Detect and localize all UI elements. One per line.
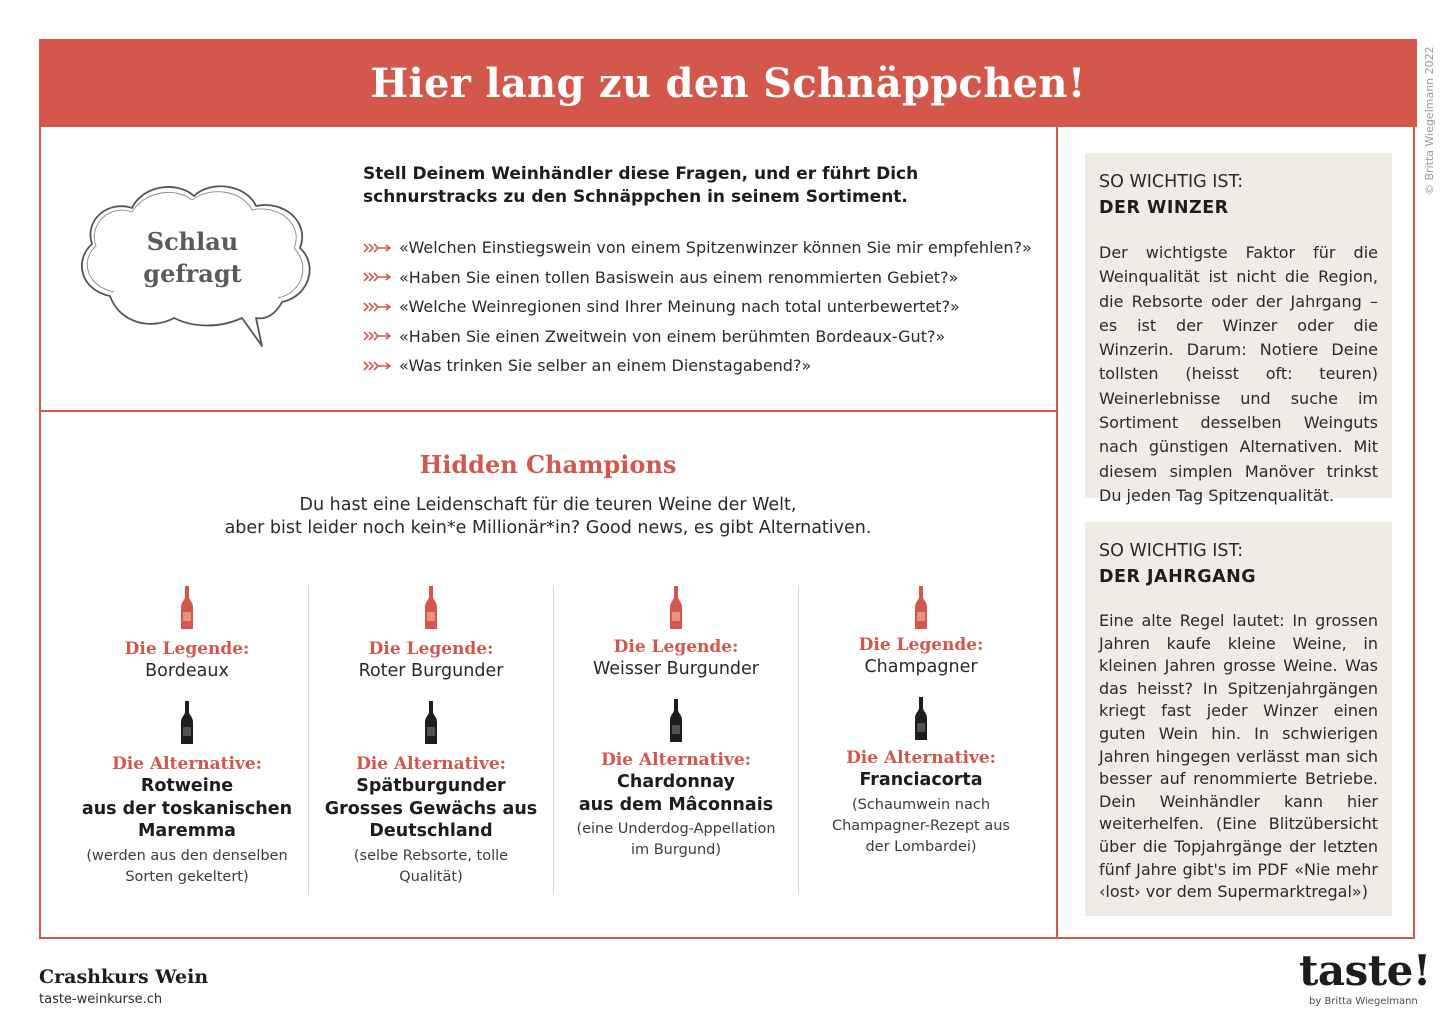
question-text: «Welche Weinregionen sind Ihrer Meinung nach total unterbewertet?»	[399, 297, 960, 317]
red-bottle-icon	[668, 585, 684, 631]
legend-label: Die Legende:	[124, 639, 250, 659]
info-box-jahrgang	[1085, 522, 1392, 916]
alternative-line-1: Rotweine	[140, 776, 234, 796]
copyright-note: © Britta Wiegelmann 2022	[1423, 46, 1436, 195]
legend-label: Die Legende:	[613, 637, 739, 657]
legend-name: Champagner	[864, 657, 978, 677]
alternative-line-1: Franciacorta	[859, 770, 983, 790]
page-title: Hier lang zu den Schnäppchen!	[370, 59, 1086, 107]
alternative-line-3: Deutschland	[369, 821, 493, 841]
footer-url: taste-weinkurse.ch	[39, 992, 163, 1007]
hidden-champions-title: Hidden Champions	[419, 450, 677, 479]
arrow-icon	[363, 360, 391, 372]
hc-text-line-1: Du hast eine Leidenschaft für die teuren Weine der Welt,	[299, 495, 797, 515]
red-bottle-icon	[423, 585, 439, 631]
alternative-note	[65, 846, 309, 888]
note-line-1: (Schaumwein nach	[851, 796, 991, 813]
intro-text	[363, 163, 1003, 209]
note-line-2: Sorten gekeltert)	[125, 868, 249, 885]
red-bottle-icon	[913, 585, 929, 631]
box-text: Eine alte Regel lautet: In grossen Jahren kaufe kleine Weine, in kleinen Jahren grosse Weine. Was das heisst? In Spitzenjahrgängen kriegt fast jeder Winzer einen guten Wein hin. In schwierigen Jahren hingegen verlässt man sich besser auf renommierte Betriebe. Dein Weinhändler kann hier weiterhelfen. (Eine Blitzübersicht über die Topjahrgänge der letzten fünf Jahre gibt's im PDF «Nie mehr ‹lost› vor dem Supermarktregal»)	[1099, 611, 1378, 902]
arrow-icon	[363, 242, 391, 254]
black-bottle-icon	[179, 700, 195, 746]
list-item	[363, 322, 1043, 352]
question-text: «Was trinken Sie selber an einem Dienstagabend?»	[399, 356, 812, 376]
legend-label: Die Legende:	[858, 635, 984, 655]
logo-subtitle: by Britta Wiegelmann	[1309, 996, 1418, 1007]
alternative-label: Die Alternative:	[846, 748, 996, 768]
horizontal-divider	[39, 410, 1057, 412]
footer-title: Crashkurs Wein	[39, 966, 209, 988]
alternative-line-3: Maremma	[137, 821, 236, 841]
bubble-line-1: Schlau	[146, 227, 239, 256]
legend-name: Weisser Burgunder	[592, 659, 759, 679]
list-item	[363, 263, 1043, 293]
alternative-line-1: Spätburgunder	[356, 776, 506, 796]
champion-column-weisser-burgunder	[553, 585, 798, 895]
champion-column-champagner	[798, 585, 1043, 895]
hc-text-line-2: aber bist leider noch kein*e Millionär*in? Good news, es gibt Alternativen.	[224, 518, 872, 538]
box-text: Der wichtigste Faktor für die Weinqualität ist nicht die Region, die Rebsorte oder der Jahrgang – es ist der Winzer oder die Winzerin. Darum: Notiere Deine tollsten (heisst oft: teuren) Weinerlebnisse und suche im Sortiment desselben Weinguts nach günstigen Alternativen. Mit diesem simplen Manöver trinkst Du jeden Tag Spitzenqualität.	[1099, 243, 1378, 505]
alternative-note	[309, 846, 553, 888]
alternative-label: Die Alternative:	[601, 750, 751, 770]
taste-logo: taste!	[1299, 946, 1431, 995]
header-banner	[39, 39, 1417, 127]
note-line-1: (werden aus den denselben	[86, 847, 288, 864]
alternative-note	[799, 795, 1043, 858]
note-line-2: Champagner-Rezept aus	[831, 817, 1010, 834]
arrow-icon	[363, 271, 391, 283]
champion-column-bordeaux	[65, 585, 309, 895]
box-kicker: SO WICHTIG IST:	[1099, 541, 1244, 561]
alternative-line-2: aus dem Mâconnais	[578, 794, 774, 815]
question-text: «Welchen Einstiegswein von einem Spitzenwinzer können Sie mir empfehlen?»	[399, 238, 1032, 258]
list-item	[363, 292, 1043, 322]
note-line-1: (selbe Rebsorte, tolle	[353, 847, 509, 864]
black-bottle-icon	[423, 700, 439, 746]
alternative-line-2: Grosses Gewächs aus	[324, 798, 538, 819]
intro-line-1: Stell Deinem Weinhändler diese Fragen, und er führt Dich	[363, 164, 919, 184]
question-text: «Haben Sie einen Zweitwein von einem berühmten Bordeaux-Gut?»	[399, 326, 946, 346]
black-bottle-icon	[913, 696, 929, 742]
hidden-champions-text	[39, 494, 1057, 540]
legend-name: Bordeaux	[145, 661, 229, 681]
box-title: DER WINZER	[1099, 198, 1229, 218]
alternative-line-2: aus der toskanischen	[81, 798, 293, 819]
box-kicker: SO WICHTIG IST:	[1099, 172, 1244, 192]
legend-label: Die Legende:	[368, 639, 494, 659]
arrow-icon	[363, 301, 391, 313]
note-line-1: (eine Underdog-Appellation	[576, 821, 776, 837]
info-box-winzer	[1085, 153, 1392, 505]
box-title: DER JAHRGANG	[1099, 567, 1257, 587]
black-bottle-icon	[668, 698, 684, 744]
alternative-label: Die Alternative:	[112, 754, 262, 774]
note-line-3: der Lombardei)	[865, 838, 977, 855]
champion-column-roter-burgunder	[308, 585, 553, 895]
question-list	[363, 233, 1043, 381]
red-bottle-icon	[179, 585, 195, 631]
alternative-label: Die Alternative:	[356, 754, 506, 774]
question-text: «Haben Sie einen tollen Basiswein aus einem renommierten Gebiet?»	[399, 267, 959, 287]
bubble-line-2: gefragt	[143, 259, 242, 288]
bubble-text	[110, 226, 275, 290]
note-line-2: im Burgund)	[630, 842, 722, 858]
legend-name: Roter Burgunder	[358, 661, 504, 681]
note-line-2: Qualität)	[399, 868, 463, 885]
arrow-icon	[363, 330, 391, 342]
intro-line-2: schnurstracks zu den Schnäppchen in seinem Sortiment.	[363, 187, 908, 207]
alternative-line-1: Chardonnay	[617, 772, 735, 792]
alternative-note	[554, 819, 798, 861]
list-item	[363, 233, 1043, 263]
list-item	[363, 351, 1043, 381]
